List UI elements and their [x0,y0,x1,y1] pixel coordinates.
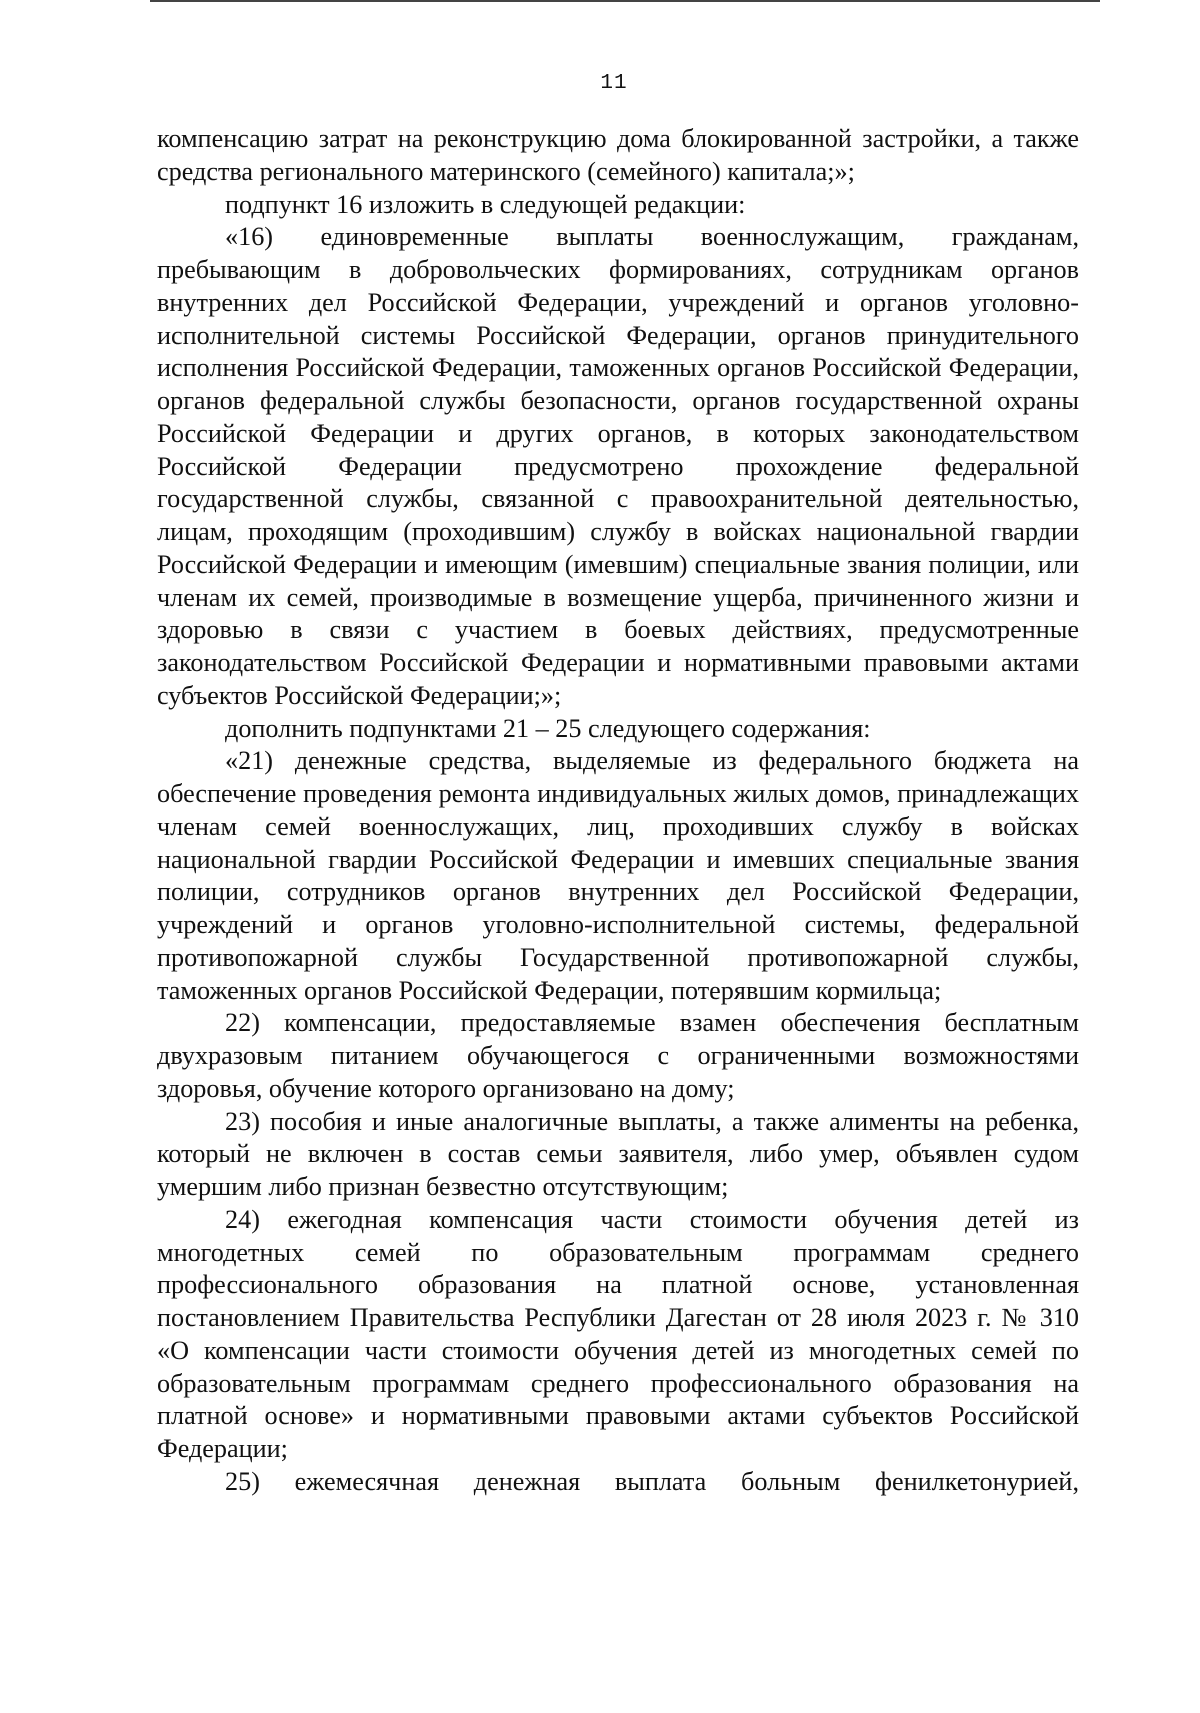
paragraph-instruction-21-25: дополнить подпунктами 21 – 25 следующего содержания: [225,713,871,743]
document-body [157,123,1079,1499]
paragraph-item-22: 22) компенсации, предоставляемые взамен обеспечения бесплатным двухразовым питанием обучающегося с ограниченными возможностями здоровья, обучение которого организовано на дому; [157,1008,1079,1103]
scan-edge-line [150,0,1100,2]
paragraph-item-25: 25) ежемесячная денежная выплата больным фенилкетонурией, [225,1466,1079,1496]
paragraph-item-24: 24) ежегодная компенсация части стоимости обучения детей из многодетных семей по образовательным программам среднего профессионального образования на платной основе, установленная постановлением Правительства Республики Дагестан от 28 июля 2023 г. № 310 «О компенсации части стоимости обучения детей из многодетных семей по образовательным программам среднего профессионального образования на платной основе» и нормативными правовыми актами субъектов Российской Федерации; [157,1204,1079,1463]
paragraph-item-21: «21) денежные средства, выделяемые из федерального бюджета на обеспечение проведения ремонта индивидуальных жилых домов, принадлежащих членам семей военнослужащих, лиц, проходивших службу в войсках национальной гвардии Российской Федерации и имевших специальные звания полиции, сотрудников органов внутренних дел Российской Федерации, учреждений и органов уголовно-исполнительной системы, федеральной противопожарной службы Государственной противопожарной службы, таможенных органов Российской Федерации, потерявшим кормильца; [157,746,1079,1005]
paragraph-intro-continuation: компенсацию затрат на реконструкцию дома блокированной застройки, а также средства регионального материнского (семейного) капитала;»; [157,124,1079,186]
paragraph-item-23: 23) пособия и иные аналогичные выплаты, а также алименты на ребенка, который не включен в состав семьи заявителя, либо умер, объявлен судом умершим либо признан безвестно отсутствующим; [157,1106,1079,1201]
paragraph-item-16: «16) единовременные выплаты военнослужащим, гражданам, пребывающим в добровольческих формированиях, сотрудникам органов внутренних дел Российской Федерации, учреждений и органов уголовно-исполнительной системы Российской Федерации, органов принудительного исполнения Российской Федерации, таможенных органов Российской Федерации, органов федеральной службы безопасности, органов государственной охраны Российской Федерации и других органов, в которых законодательством Российской Федерации предусмотрено прохождение федеральной государственной службы, связанной с правоохранительной деятельностью, лицам, проходящим (проходившим) службу в войсках национальной гвардии Российской Федерации и имеющим (имевшим) специальные звания полиции, или членам их семей, производимые в возмещение ущерба, причиненного жизни и здоровью в связи с участием в боевых действиях, предусмотренные законодательством Российской Федерации и нормативными правовыми актами субъектов Российской Федерации;»; [157,222,1079,710]
page-number: 11 [600,72,628,95]
paragraph-instruction-16: подпункт 16 изложить в следующей редакции: [225,189,746,219]
